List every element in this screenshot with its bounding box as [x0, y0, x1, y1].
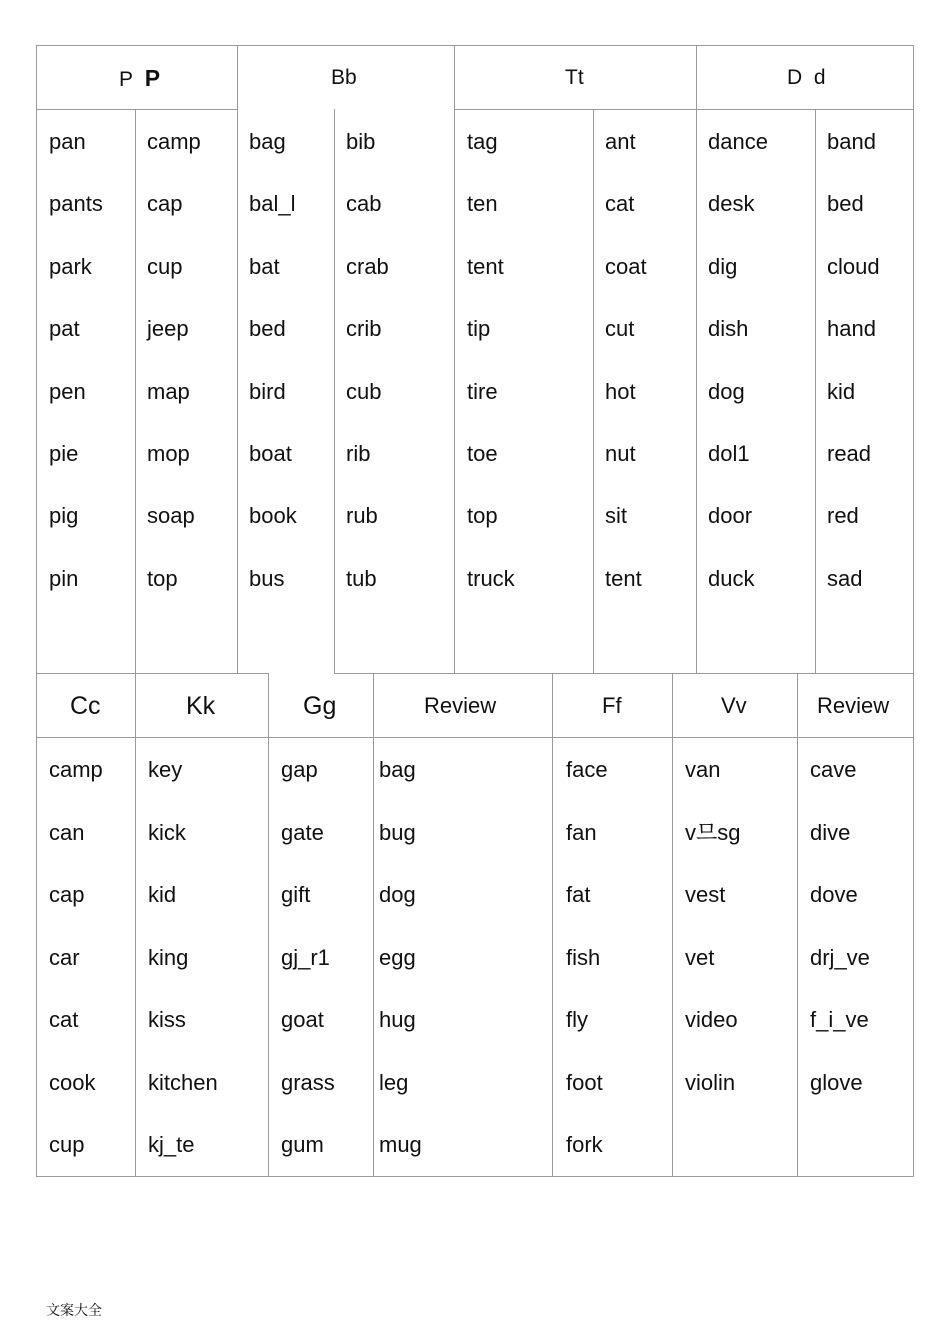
header-divider-pp	[36, 109, 238, 110]
word-cell: pan	[49, 129, 86, 154]
word-cell: jeep	[147, 316, 189, 342]
footer-caption: 文案大全	[46, 1303, 102, 1319]
col-divider	[593, 109, 594, 674]
word-cell: foot	[566, 1069, 603, 1095]
col-divider	[454, 45, 455, 674]
word-cell: cave	[810, 757, 857, 782]
word-cell: bird	[249, 378, 286, 404]
header-bb: Bb	[331, 66, 357, 89]
col-divider	[237, 45, 238, 674]
word-cell: ant	[605, 129, 636, 154]
table-right-border	[913, 45, 914, 1177]
word-cell: kid	[827, 378, 856, 404]
word-cell: dive	[810, 819, 851, 845]
header-dd: D d	[787, 66, 826, 89]
col-divider	[552, 673, 553, 1177]
word-cell: dog	[708, 378, 745, 404]
word-cell: rib	[346, 441, 371, 466]
word-cell: tip	[467, 316, 491, 342]
word-cell: hot	[605, 378, 636, 404]
word-cell: kj_te	[148, 1132, 195, 1157]
word-cell: gate	[281, 819, 324, 845]
word-cell: bag	[249, 129, 286, 154]
table-top-border	[36, 45, 914, 46]
word-cell: video	[685, 1007, 738, 1032]
word-cell: pen	[49, 378, 86, 404]
word-cell: pig	[49, 503, 79, 529]
word-cell: duck	[708, 565, 755, 591]
word-cell: fat	[566, 882, 591, 907]
col-divider	[672, 673, 673, 1177]
word-cell: drj_ve	[810, 944, 870, 970]
word-cell: kiss	[148, 1007, 186, 1032]
header-tt: Tt	[565, 66, 584, 89]
word-cell: glove	[810, 1069, 863, 1095]
word-cell: kid	[148, 882, 177, 907]
word-cell: bat	[249, 253, 280, 279]
word-cell: tent	[605, 565, 642, 591]
word-cell: hand	[827, 316, 876, 342]
word-cell: tent	[467, 253, 504, 279]
word-cell: rub	[346, 503, 378, 529]
word-cell: gum	[281, 1132, 324, 1157]
table-bottom-border	[36, 1176, 914, 1177]
col-divider	[135, 673, 136, 1177]
section-divider-left	[36, 673, 269, 674]
col-divider	[373, 673, 374, 1177]
header-cc: Cc	[70, 692, 101, 720]
word-cell: desk	[708, 191, 755, 217]
word-cell: fan	[566, 819, 597, 845]
word-cell: egg	[379, 944, 416, 970]
word-cell: cup	[147, 253, 183, 279]
word-cell: crab	[346, 253, 389, 279]
header-ff: Ff	[602, 693, 622, 718]
word-cell: read	[827, 441, 872, 466]
word-cell: dig	[708, 253, 738, 279]
word-cell: dove	[810, 882, 858, 907]
word-cell: red	[827, 503, 859, 529]
word-cell: bug	[379, 819, 416, 845]
word-cell: toe	[467, 441, 498, 466]
word-cell: fly	[566, 1007, 588, 1032]
word-cell: grass	[281, 1069, 335, 1095]
header-pp-bold: P	[144, 65, 161, 91]
word-cell: top	[147, 565, 178, 591]
word-cell: violin	[685, 1069, 736, 1095]
header-pp	[119, 66, 160, 92]
word-cell: kitchen	[148, 1069, 218, 1095]
word-cell: camp	[49, 757, 103, 782]
word-cell: top	[467, 503, 498, 529]
word-cell: coat	[605, 253, 647, 279]
word-cell: cab	[346, 191, 382, 217]
word-cell: cap	[49, 882, 85, 907]
table-left-border	[36, 45, 37, 1177]
word-cell: sit	[605, 503, 627, 529]
word-cell: crib	[346, 316, 382, 342]
word-cell: kick	[148, 819, 186, 845]
word-cell: book	[249, 503, 297, 529]
col-divider	[135, 109, 136, 674]
section-divider-right	[334, 673, 914, 674]
word-cell: cup	[49, 1132, 85, 1157]
word-cell: mug	[379, 1132, 422, 1157]
word-cell: soap	[147, 503, 195, 529]
header-vv: Vv	[721, 693, 747, 718]
word-cell: door	[708, 503, 753, 529]
word-cell: cloud	[827, 253, 880, 279]
word-cell: dol1	[708, 441, 750, 466]
header-divider-bottom	[36, 737, 914, 738]
word-cell: tire	[467, 378, 498, 404]
word-cell: camp	[147, 129, 201, 154]
word-cell: vest	[685, 882, 726, 907]
word-cell: sad	[827, 565, 863, 591]
word-cell: fork	[566, 1132, 603, 1157]
word-cell: dance	[708, 129, 768, 154]
header-review-1: Review	[424, 693, 497, 718]
word-cell: pat	[49, 316, 80, 342]
header-pp-upper: P	[119, 68, 134, 91]
word-cell: cat	[605, 191, 635, 217]
word-cell: cub	[346, 378, 382, 404]
col-divider	[797, 673, 798, 1177]
word-cell: gift	[281, 882, 311, 907]
word-cell: nut	[605, 441, 636, 466]
word-cell: vet	[685, 944, 715, 970]
word-cell: cap	[147, 191, 183, 217]
word-cell: goat	[281, 1007, 324, 1032]
word-cell: dog	[379, 882, 416, 907]
word-cell: tag	[467, 129, 498, 154]
word-cell: tub	[346, 565, 377, 591]
word-cell: gj_r1	[281, 944, 330, 970]
word-cell: f_i_ve	[810, 1007, 869, 1032]
word-cell: pants	[49, 191, 103, 217]
word-cell: v므sg	[685, 819, 741, 845]
col-divider	[696, 45, 697, 674]
col-divider	[334, 109, 335, 674]
word-cell: leg	[379, 1069, 409, 1095]
word-cell: pie	[49, 441, 79, 466]
header-review-2: Review	[817, 693, 890, 718]
word-cell: gap	[281, 757, 318, 782]
word-cell: mop	[147, 441, 190, 466]
word-cell: cook	[49, 1069, 96, 1095]
col-divider	[268, 673, 269, 1177]
word-cell: bed	[827, 191, 864, 217]
word-cell: can	[49, 819, 85, 845]
word-cell: dish	[708, 316, 749, 342]
word-cell: band	[827, 129, 876, 154]
word-cell: bal_l	[249, 191, 296, 217]
word-cell: cut	[605, 316, 635, 342]
header-gg: Gg	[303, 692, 337, 720]
col-divider	[815, 109, 816, 674]
word-cell: face	[566, 757, 608, 782]
word-cell: map	[147, 378, 190, 404]
word-cell: key	[148, 757, 183, 782]
word-cell: hug	[379, 1007, 416, 1032]
header-divider-tt-dd	[454, 109, 914, 110]
word-cell: bed	[249, 316, 286, 342]
word-cell: pin	[49, 565, 79, 591]
word-cell: fish	[566, 944, 601, 970]
word-cell: truck	[467, 565, 515, 591]
word-cell: bag	[379, 757, 416, 782]
header-kk: Kk	[186, 692, 216, 720]
word-cell: bus	[249, 565, 285, 591]
word-cell: van	[685, 757, 721, 782]
word-cell: car	[49, 944, 80, 970]
word-cell: cat	[49, 1007, 79, 1032]
word-cell: park	[49, 253, 92, 279]
word-cell: king	[148, 944, 189, 970]
word-cell: ten	[467, 191, 498, 217]
word-cell: boat	[249, 441, 292, 466]
word-cell: bib	[346, 129, 376, 154]
